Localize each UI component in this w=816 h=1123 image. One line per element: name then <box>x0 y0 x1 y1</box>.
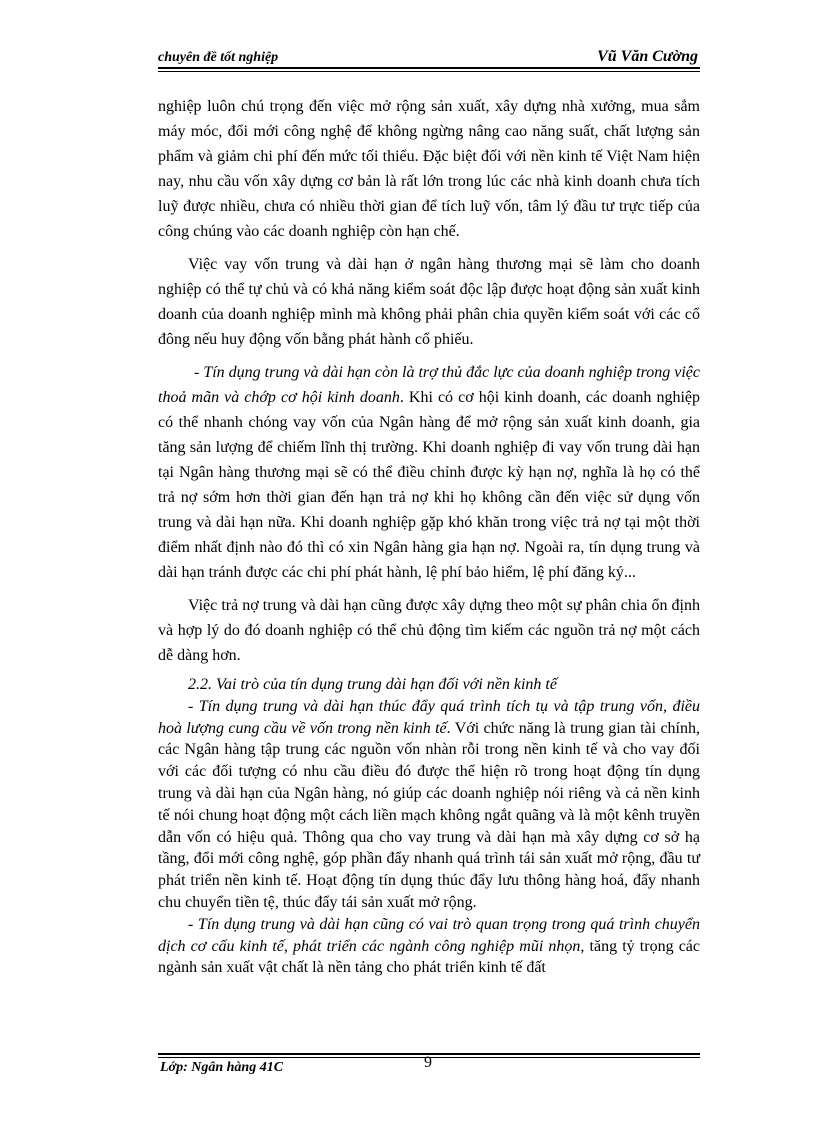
paragraph-4: Việc trả nợ trung và dài hạn cũng được xây dựng theo một sự phân chia ổn định và hợp lý do đó doanh nghiệp có thể chủ động tìm kiếm các nguồn trả nợ một cách dễ dàng hơn. <box>158 597 700 664</box>
document-body <box>158 94 700 979</box>
footer-class: Lớp: Ngân hàng 41C <box>160 1060 284 1075</box>
section-2-2 <box>158 674 700 979</box>
paragraph-5 <box>158 696 700 914</box>
paragraph-5-emphasis: - Tín dụng trung và dài hạn thúc đẩy quá trình tích tụ và tập trung vốn, điều hoà lượng cung cầu về vốn trong nền kinh tế <box>158 697 700 737</box>
header-left: chuyên đề tốt nghiệp <box>158 50 279 65</box>
section-heading: 2.2. Vai trò của tín dụng trung dài hạn đối với nền kinh tế <box>188 676 557 693</box>
page-number: 9 <box>424 1054 432 1071</box>
header-rule <box>158 67 700 72</box>
paragraph-6 <box>158 914 700 979</box>
paragraph-3-text: . Khi có cơ hội kinh doanh, các doanh nghiệp có thể nhanh chóng vay vốn của Ngân hàng để mở rộng sản xuất kinh doanh, gia tăng sản lượng để chiếm lĩnh thị trường. Khi doanh nghiệp đi vay vốn trung dài hạn tại Ngân hàng thương mại sẽ có thể điều chỉnh được kỳ hạn nợ, nghĩa là họ có thể trả nợ sớm hơn thời gian đến hạn trả nợ khi họ không cần đến việc sử dụng vốn trung và dài hạn nữa. Khi doanh nghiệp gặp khó khăn trong việc trả nợ tại một thời điểm nhất định nào đó thì có xin Ngân hàng gia hạn nợ. Ngoài ra, tín dụng trung và dài hạn tránh được các chi phí phát hành, lệ phí bảo hiểm, lệ phí đăng ký... <box>158 389 701 581</box>
paragraph-5-text: . Với chức năng là trung gian tài chính, các Ngân hàng tập trung các nguồn vốn nhàn rỗi trong nền kinh tế và cho vay đối với các đối tượng có nhu cầu điều đó được thể hiện rõ trong hoạt động tín dụng trung và dài hạn của Ngân hàng, nó giúp các doanh nghiệp nói riêng và cả nền kinh tế nói chung hoạt động một cách liền mạch không ngắt quãng và là một kênh truyền dẫn vốn có hiệu quả. Thông qua cho vay trung và dài hạn mà xây dựng cơ sở hạ tầng, đổi mới công nghệ, góp phần đẩy nhanh quá trình tái sản xuất mở rộng, đầu tư phát triển nền kinh tế. Hoạt động tín dụng thúc đẩy lưu thông hàng hoá, đẩy nhanh chu chuyển tiền tệ, thúc đẩy tái sản xuất mở rộng. <box>158 719 700 911</box>
paragraph-2: Việc vay vốn trung và dài hạn ở ngân hàng thương mại sẽ làm cho doanh nghiệp có thể tự chủ và có khả năng kiểm soát độc lập được hoạt động sản xuất kinh doanh của doanh nghiệp mình mà không phải phân chia quyền kiểm soát với các cổ đông nếu huy động vốn bằng phát hành cổ phiếu. <box>158 256 700 348</box>
header-author: Vũ Văn Cường <box>597 48 698 65</box>
paragraph-3-emphasis: - Tín dụng trung và dài hạn còn là trợ thủ đắc lực của doanh nghiệp trong việc thoả mãn và chớp cơ hội kinh doanh <box>158 364 700 406</box>
paragraph-1: nghiệp luôn chú trọng đến việc mở rộng sản xuất, xây dựng nhà xưởng, mua sắm máy móc, đổi mới công nghệ để không ngừng nâng cao năng suất, chất lượng sản phẩm và giảm chi phí đến mức tối thiểu. Đặc biệt đối với nền kinh tế Việt Nam hiện nay, nhu cầu vốn xây dựng cơ bản là rất lớn trong lúc các nhà kinh doanh chưa tích luỹ được nhiều, chưa có nhiều thời gian để tích luỹ vốn, tâm lý đầu tư trực tiếp của công chúng vào các doanh nghiệp còn hạn chế. <box>158 98 700 240</box>
paragraph-3 <box>158 360 700 585</box>
paragraph-6-emphasis: - Tín dụng trung và dài hạn cũng có vai trò quan trọng trong quá trình chuyển dịch cơ cấu kinh tế, phát triển các ngành công nghiệp mũi nhọn, <box>158 915 700 955</box>
paragraph-6-text: tăng tỷ trọng các ngành sản xuất vật chất là nền tảng cho phát triển kinh tế đất <box>158 937 700 977</box>
